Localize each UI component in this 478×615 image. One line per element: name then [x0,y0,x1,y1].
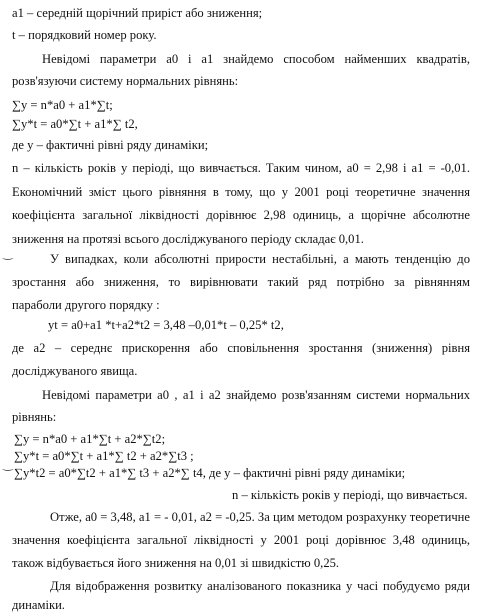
text-line: розв'язуючи систему нормальних рівнянь: [12,74,239,88]
text-line: Невідомі параметри а0 і а1 знайдемо способом найменших квадратів, [42,52,470,66]
text-line: Економічний зміст цього рівняння в тому, що у 2001 році теоретичне значення [12,185,470,199]
text-line: де а2 – середнє прискорення або сповільнення зростання (зниження) рівня [12,341,470,355]
equation-line: ∑y = n*a0 + a1*∑t + a2*∑t2; [14,432,166,446]
text-line: n – кількість років у періоді, що вивчається. [232,488,468,502]
text-line: параболи другого порядку : [12,298,160,312]
text-line: зростання або зниження, то вирівнювати такий ряд потрібно за рівнянням [12,275,470,289]
text-line: де y – фактичні рівні ряду динаміки; [12,138,209,152]
margin-mark: ‿ [3,457,13,471]
text-line: n – кількість років у періоді, що вивчається. Таким чином, а0 = 2,98 і а1 = -0,01. [12,161,470,175]
text-line: Невідомі параметри а0 , а1 і а2 знайдемо розв'язанням системи нормальних [42,388,470,402]
text-line: рівнянь: [12,410,57,424]
equation-line: ∑y*t2 = a0*∑t2 + a1*∑ t3 + a2*∑ t4, де y – фактичні рівні ряду динаміки; [14,466,406,480]
text-line: значення коефіцієнта загальної ліквідності у 2001 році дорівнює 3,48 одиниць, [12,533,470,547]
equation-line: yt = a0+a1 *t+a2*t2 = 3,48 –0,01*t – 0,25* t2, [48,318,284,332]
text-line: Отже, а0 = 3,48, а1 = - 0,01, а2 = -0,25. За цим методом розрахунку теоретичне [50,510,470,524]
text-line: a1 – середній щорічний приріст або зниження; [12,6,263,20]
margin-mark: ‿ [3,246,13,260]
text-line: t – порядковий номер року. [12,28,157,42]
text-line: досліджуваного явища. [12,364,138,378]
text-line: також відбувається його зниження на 0,01 зі швидкістю 0,25. [12,556,340,570]
text-line: У випадках, коли абсолютні прирости нестабільні, а мають тенденцію до [50,252,470,266]
text-line: коефіцієнта загальної ліквідності дорівнює 2,98 одиниць, а щорічне абсолютне [12,208,470,222]
text-line: зниження на протязі всього досліджуваного періоду складає 0,01. [12,232,364,246]
equation-line: ∑y*t = a0*∑t + a1*∑ t2, [12,117,138,131]
equation-line: ∑y = n*a0 + a1*∑t; [12,98,113,112]
text-line: динаміки. [12,598,65,612]
equation-line: ∑y*t = a0*∑t + a1*∑ t2 + a2*∑t3 ; [14,449,194,463]
text-line: Для відображення розвитку аналізованого показника у часі побудуємо ряди [50,579,470,593]
